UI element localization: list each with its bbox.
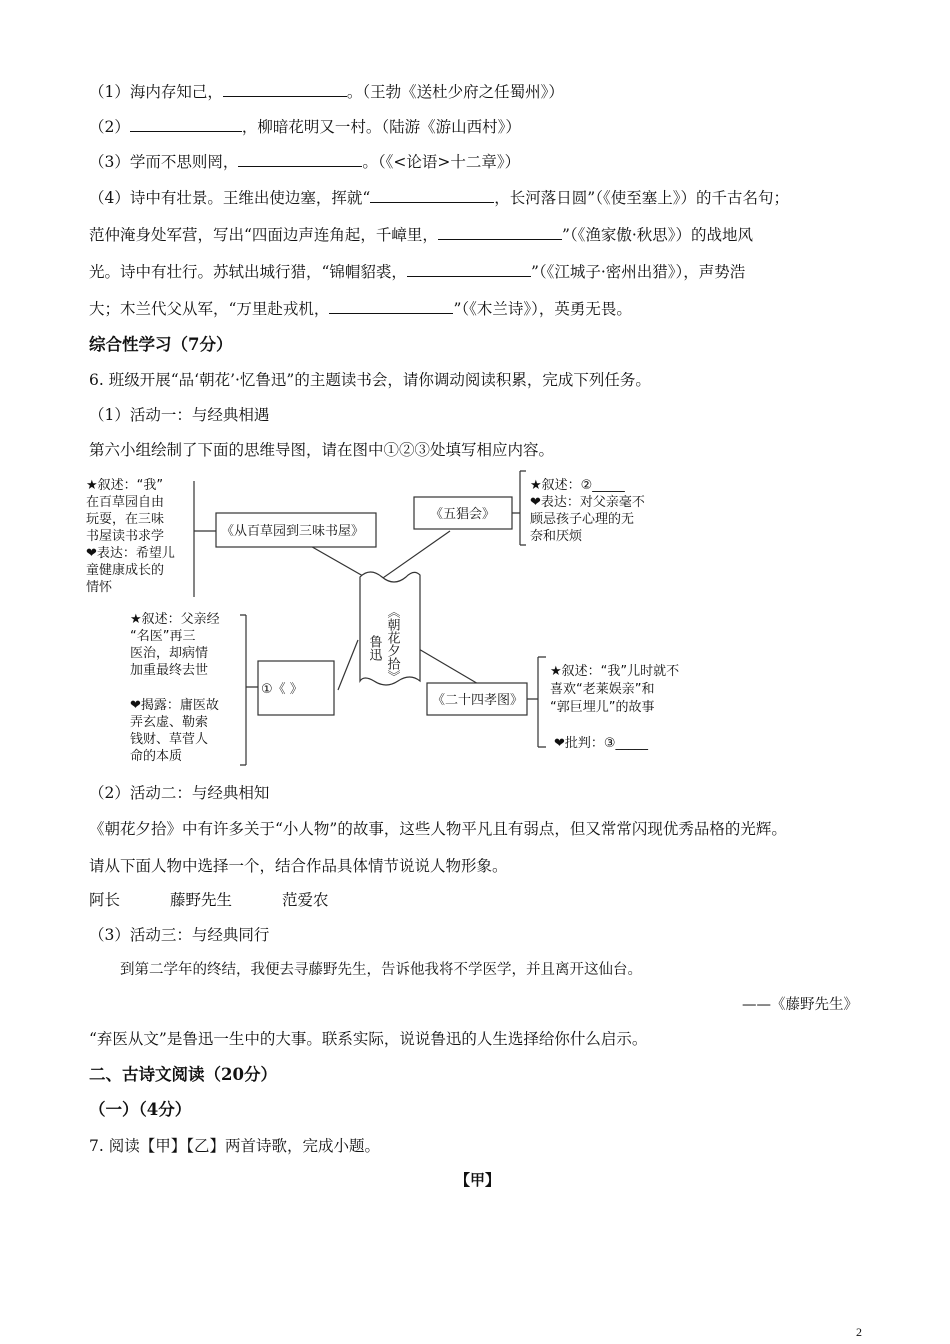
q6-intro: 6. 班级开展“品‘朝花’·忆鲁迅”的主题读书会，请你调动阅读积累，完成下列任务。	[89, 371, 651, 389]
branch-4-note-1	[550, 663, 679, 715]
q7-intro: 7. 阅读【甲】【乙】两首诗歌，完成小题。	[89, 1137, 380, 1155]
bracket	[527, 657, 546, 747]
q5-line-5: 范仲淹身处军营，写出“四面边声连角起，千嶂里， ”（《渔家傲·秋思》）的战地风	[89, 226, 754, 244]
note-line: ★叙述：父亲经	[130, 612, 220, 627]
q5-line-6: 光。诗中有壮行。苏轼出城行猎，“锦帽貂裘， ”（《江城子·密州出猎》），声势浩	[89, 263, 746, 281]
note-line: 弄玄虚、勒索	[130, 715, 209, 730]
poem-jia-label: 【甲】	[455, 1171, 501, 1189]
q5-line-4: （4）诗中有壮景。王维出使边塞，挥就“ ，长河落日圆”（《使至塞上》）的千古名句；	[89, 189, 789, 207]
subsection-heading: （一）（4分）	[89, 1100, 192, 1119]
q6-activity-3-question: “弃医从文”是鲁迅一生中的大事。联系实际，说说鲁迅的人生选择给你什么启示。	[89, 1030, 648, 1048]
branch-1-title: 《从百草园到三味书屋》	[221, 524, 365, 539]
mind-map-diagram	[80, 465, 760, 785]
note-line: 钱财、草菅人	[130, 732, 209, 747]
bracket	[194, 481, 216, 597]
connector	[412, 645, 480, 685]
q6-activity-2: （2）活动二：与经典相知	[89, 784, 270, 802]
character-option: 藤野先生	[170, 891, 233, 909]
branch-2-title: 《五猖会》	[430, 507, 496, 522]
note-line: ❤表达：希望儿	[86, 546, 175, 561]
bracket	[240, 615, 258, 765]
note-line: “名医”再三	[130, 629, 196, 644]
note-line: 命的本质	[130, 749, 183, 764]
center-title: 《朝花夕拾》	[384, 605, 400, 683]
q6-activity-2-p2: 请从下面人物中选择一个，结合作品具体情节说说人物形象。	[89, 857, 508, 875]
answer-blank[interactable]	[329, 299, 453, 314]
note-line: “郭巨埋儿”的故事	[550, 700, 655, 715]
note-line: 喜欢“老莱娱亲”和	[550, 682, 655, 697]
branch-3-note-1	[130, 611, 220, 678]
q5-line-2: （2） ，柳暗花明又一村。（陆游《游山西村》）	[89, 118, 521, 136]
branch-3-note-2	[130, 697, 219, 764]
answer-blank[interactable]	[407, 262, 531, 277]
character-choices	[89, 889, 329, 911]
section-heading-comprehensive: 综合性学习（7分）	[89, 335, 233, 354]
branch-3-title: ①《 》	[261, 682, 303, 697]
q6-activity-2-p1: 《朝花夕拾》中有许多关于“小人物”的故事，这些人物平凡且有弱点，但又常常闪现优秀品格的光辉。	[89, 820, 787, 838]
note-line: 情怀	[86, 580, 113, 595]
branch-4-title: 《二十四孝图》	[432, 693, 524, 708]
q5-line-7: 大；木兰代父从军，“万里赴戎机， ”（《木兰诗》），英勇无畏。	[89, 300, 632, 318]
quote-text: 到第二学年的终结，我便去寻藤野先生，告诉他我将不学医学，并且离开这仙台。	[120, 962, 642, 978]
page-number: 2	[856, 1325, 862, 1339]
answer-blank[interactable]	[130, 117, 242, 132]
note-line: ❤表达：对父亲毫不	[530, 495, 645, 510]
note-line: 在百草园自由	[86, 495, 165, 510]
q6-activity-1-desc: 第六小组绘制了下面的思维导图，请在图中①②③处填写相应内容。	[89, 441, 555, 459]
character-option: 范爱农	[282, 891, 329, 909]
quote-source: ——《藤野先生》	[742, 997, 858, 1013]
center-author: 鲁迅	[366, 635, 382, 661]
note-line: ★叙述：“我”儿时就不	[550, 664, 680, 679]
q5-line-3: （3）学而不思则罔， 。（《<论语>十二章》）	[89, 153, 521, 171]
note-line: ❤揭露：庸医故	[130, 698, 219, 713]
note-line: 玩耍，在三味	[86, 512, 165, 527]
answer-blank[interactable]	[238, 152, 362, 167]
note-line: 医治，却病情	[130, 646, 209, 661]
q5-line-1: （1）海内存知己， 。（王勃《送杜少府之任蜀州》）	[89, 83, 564, 101]
section-heading-classical: 二、古诗文阅读（20分）	[89, 1065, 277, 1084]
connector	[338, 640, 358, 690]
branch-2-note	[530, 477, 645, 544]
note-line: 顾忌孩子心理的无	[530, 512, 635, 527]
q6-activity-1: （1）活动一：与经典相遇	[89, 406, 270, 424]
answer-blank[interactable]	[438, 225, 562, 240]
note-line: 加重最终去世	[130, 663, 209, 678]
note-line: 奈和厌烦	[530, 529, 583, 544]
character-option: 阿长	[89, 891, 121, 909]
bracket	[512, 471, 526, 545]
q6-activity-3: （3）活动三：与经典同行	[89, 926, 270, 944]
note-line: ★叙述：②_____	[530, 478, 625, 493]
note-line: 童健康成长的	[86, 563, 165, 578]
answer-blank[interactable]	[370, 188, 494, 203]
answer-blank[interactable]	[223, 82, 347, 97]
note-line: ★叙述：“我”	[86, 478, 164, 493]
branch-1-note	[86, 477, 175, 595]
note-line: 书屋读书求学	[86, 529, 165, 544]
branch-4-note-2: ❤批判：③_____	[554, 736, 649, 751]
